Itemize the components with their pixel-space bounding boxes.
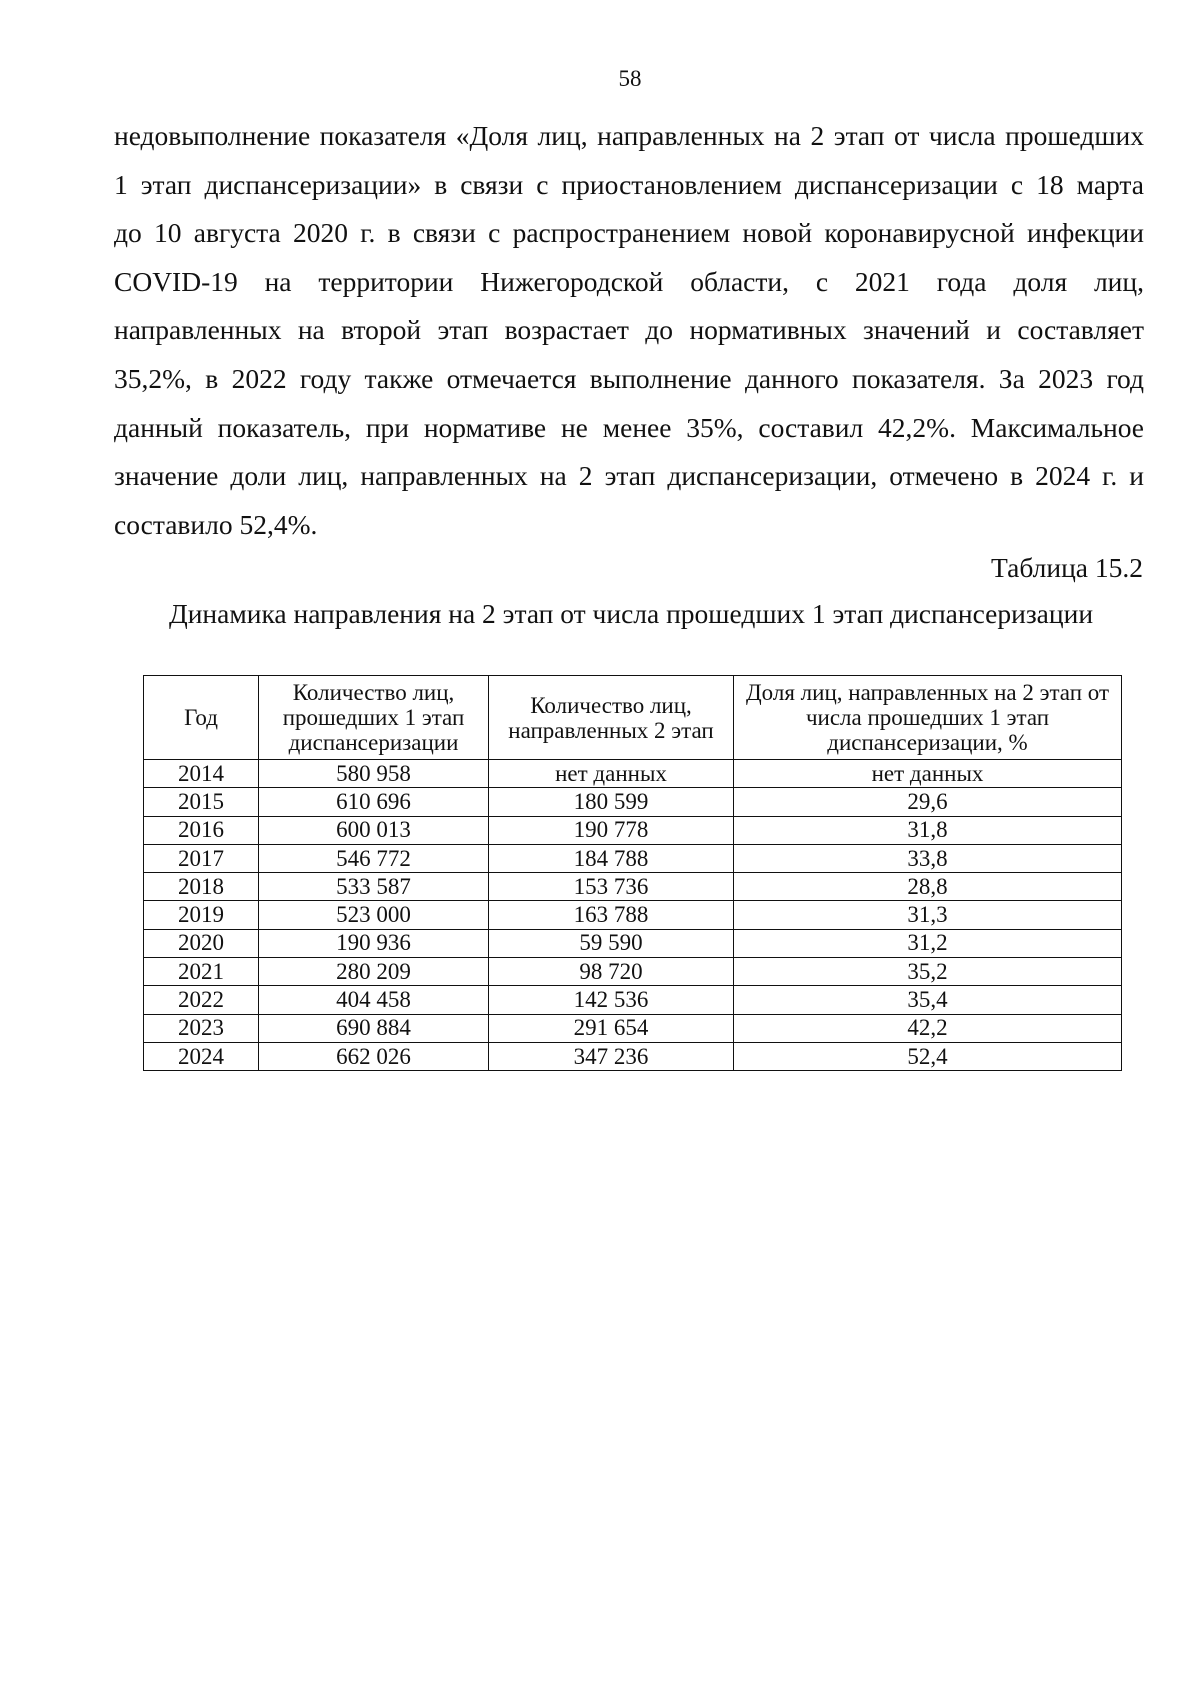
cell-share-percent: 31,3: [734, 901, 1122, 929]
cell-passed-stage-1: 580 958: [259, 760, 489, 788]
cell-directed-stage-2: 142 536: [489, 986, 734, 1014]
table-row: [144, 1042, 1122, 1070]
paragraph-line: недовыполнение показателя «Доля лиц, направленных на 2 этап от числа прошедших: [114, 120, 1144, 151]
table-row: [144, 901, 1122, 929]
cell-passed-stage-1: 280 209: [259, 958, 489, 986]
cell-share-percent: 35,4: [734, 986, 1122, 1014]
cell-passed-stage-1: 610 696: [259, 788, 489, 816]
cell-year: 2018: [144, 873, 259, 901]
table-body: [144, 760, 1122, 1071]
paragraph-line: составило 52,4%.: [114, 508, 318, 540]
cell-share-percent: нет данных: [734, 760, 1122, 788]
header-directed-stage-2: Количество лиц, направленных 2 этап: [489, 676, 734, 760]
cell-year: 2016: [144, 816, 259, 844]
paragraph-line: значение доли лиц, направленных на 2 этап диспансеризации, отмечено в 2024 г. и: [114, 460, 1144, 492]
table-row: [144, 958, 1122, 986]
cell-directed-stage-2: 184 788: [489, 844, 734, 872]
cell-share-percent: 35,2: [734, 958, 1122, 986]
table-row: [144, 760, 1122, 788]
cell-year: 2017: [144, 844, 259, 872]
cell-year: 2014: [144, 760, 259, 788]
cell-passed-stage-1: 690 884: [259, 1014, 489, 1042]
table-row: [144, 1014, 1122, 1042]
table-header-row: [144, 676, 1122, 760]
paragraph-line: данный показатель, при нормативе не менее 35%, составил 42,2%. Максимальное: [114, 411, 1144, 443]
table-row: [144, 844, 1122, 872]
cell-directed-stage-2: нет данных: [489, 760, 734, 788]
cell-year: 2021: [144, 958, 259, 986]
cell-directed-stage-2: 59 590: [489, 929, 734, 957]
paragraph-line: до 10 августа 2020 г. в связи с распространением новой коронавирусной инфекции: [114, 217, 1144, 249]
table-row: [144, 986, 1122, 1014]
cell-passed-stage-1: 662 026: [259, 1042, 489, 1070]
cell-passed-stage-1: 600 013: [259, 816, 489, 844]
paragraph-line: направленных на второй этап возрастает до нормативных значений и составляет: [114, 314, 1144, 346]
table-row: [144, 929, 1122, 957]
cell-share-percent: 29,6: [734, 788, 1122, 816]
cell-passed-stage-1: 404 458: [259, 986, 489, 1014]
cell-directed-stage-2: 180 599: [489, 788, 734, 816]
cell-passed-stage-1: 533 587: [259, 873, 489, 901]
body-paragraph: [114, 112, 1144, 549]
cell-directed-stage-2: 190 778: [489, 816, 734, 844]
cell-year: 2024: [144, 1042, 259, 1070]
cell-directed-stage-2: 153 736: [489, 873, 734, 901]
cell-share-percent: 31,2: [734, 929, 1122, 957]
cell-year: 2019: [144, 901, 259, 929]
table-row: [144, 873, 1122, 901]
cell-share-percent: 52,4: [734, 1042, 1122, 1070]
cell-share-percent: 31,8: [734, 816, 1122, 844]
paragraph-line: COVID-19 на территории Нижегородской области, с 2021 года доля лиц,: [114, 265, 1144, 297]
table-row: [144, 816, 1122, 844]
cell-passed-stage-1: 546 772: [259, 844, 489, 872]
cell-passed-stage-1: 523 000: [259, 901, 489, 929]
statistics-table: [143, 675, 1122, 1071]
cell-share-percent: 33,8: [734, 844, 1122, 872]
table-header: [144, 676, 1122, 760]
paragraph-line: 35,2%, в 2022 году также отмечается выполнение данного показателя. За 2023 год: [114, 362, 1144, 394]
table-caption: Динамика направления на 2 этап от числа прошедших 1 этап диспансеризации: [168, 598, 1094, 629]
paragraph-line: 1 этап диспансеризации» в связи с приостановлением диспансеризации с 18 марта: [114, 168, 1144, 200]
header-year: Год: [144, 676, 259, 760]
cell-directed-stage-2: 163 788: [489, 901, 734, 929]
cell-passed-stage-1: 190 936: [259, 929, 489, 957]
cell-share-percent: 42,2: [734, 1014, 1122, 1042]
cell-year: 2020: [144, 929, 259, 957]
cell-share-percent: 28,8: [734, 873, 1122, 901]
table-number-label: Таблица 15.2: [991, 552, 1143, 583]
cell-directed-stage-2: 98 720: [489, 958, 734, 986]
cell-directed-stage-2: 347 236: [489, 1042, 734, 1070]
cell-year: 2015: [144, 788, 259, 816]
cell-year: 2023: [144, 1014, 259, 1042]
header-share-percent: Доля лиц, направленных на 2 этап от числа прошедших 1 этап диспансеризации, %: [734, 676, 1122, 760]
table-row: [144, 788, 1122, 816]
cell-directed-stage-2: 291 654: [489, 1014, 734, 1042]
page-number: 58: [618, 66, 642, 91]
header-passed-stage-1: Количество лиц, прошедших 1 этап диспансеризации: [259, 676, 489, 760]
cell-year: 2022: [144, 986, 259, 1014]
